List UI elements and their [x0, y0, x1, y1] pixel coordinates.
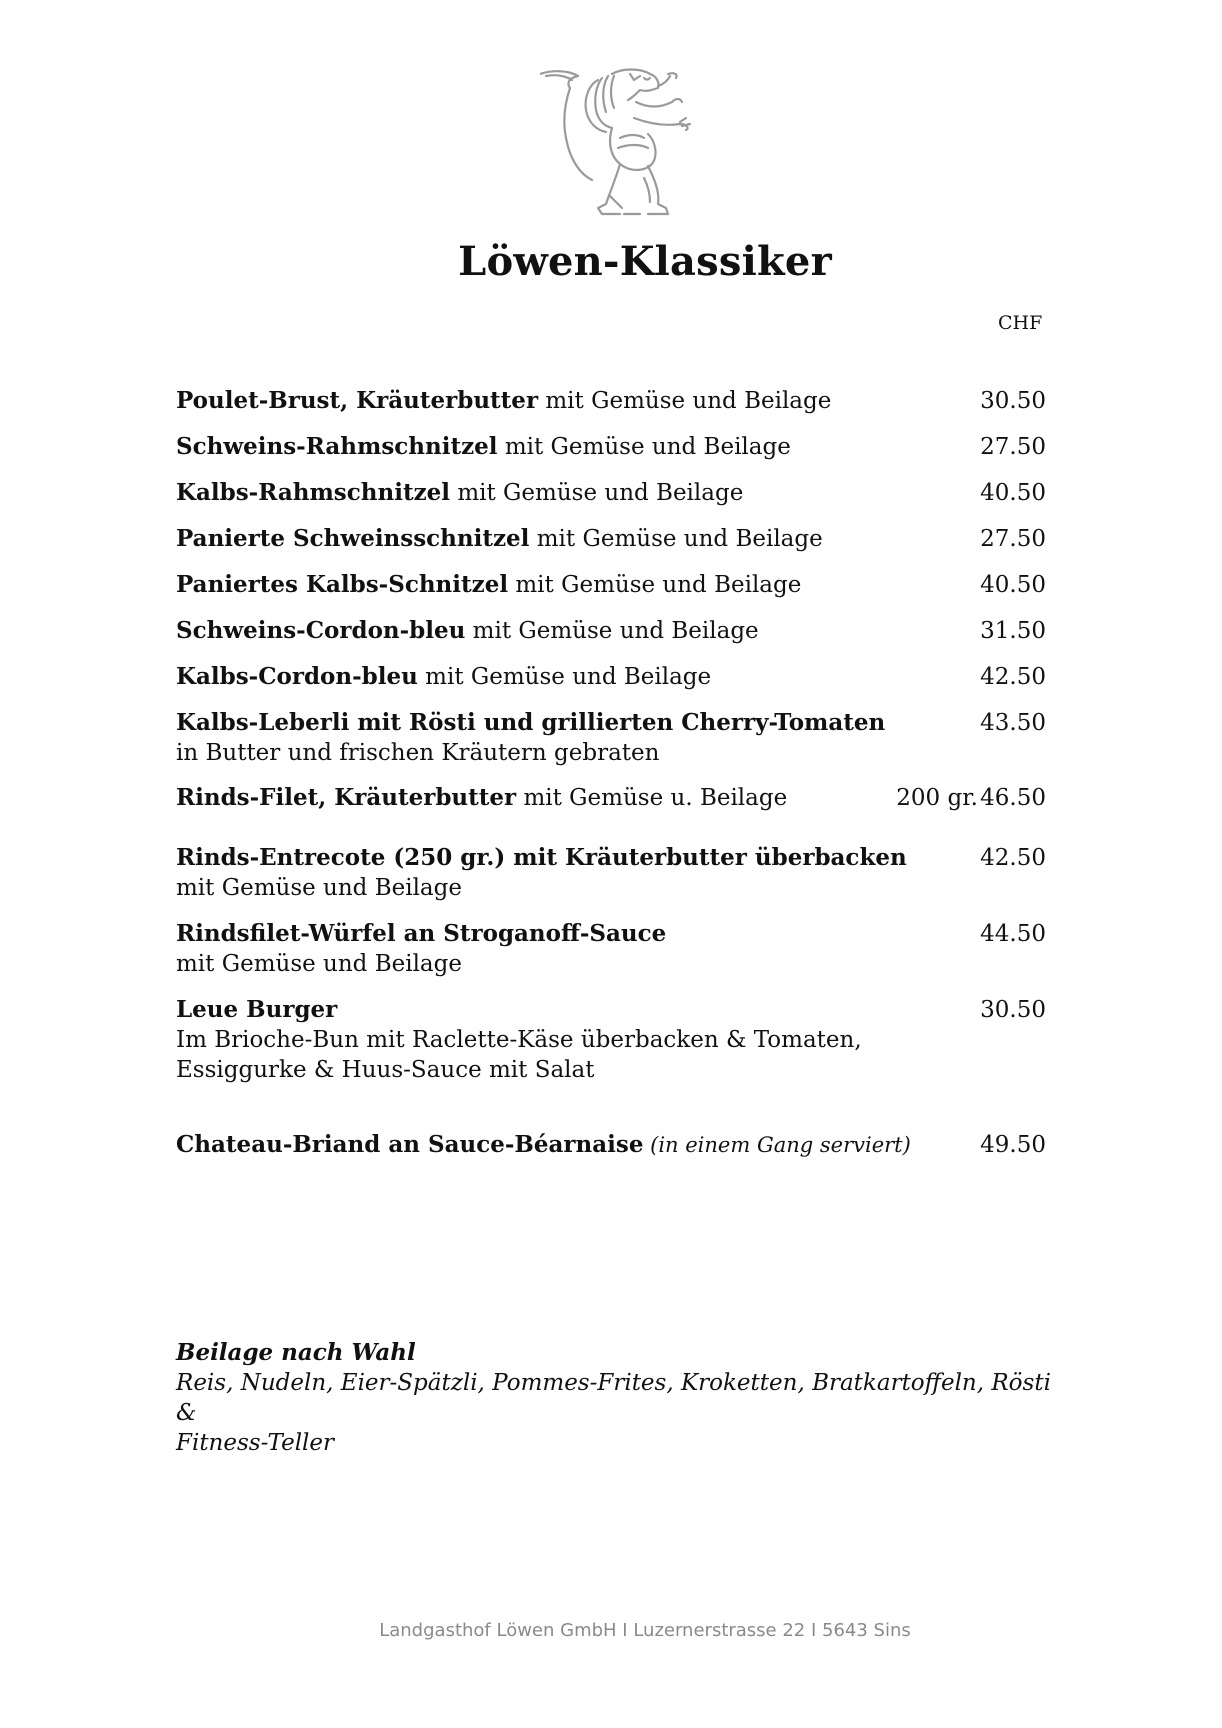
item-desc: mit Gemüse und Beilage: [508, 572, 802, 598]
menu-item: [176, 995, 1046, 1085]
item-name: Schweins-Cordon-bleu: [176, 617, 466, 644]
item-desc: mit Gemüse und Beilage: [176, 875, 462, 901]
sides-title: Beilage nach Wahl: [176, 1339, 416, 1366]
lion-rampant-icon: [540, 68, 720, 220]
item-note: (in einem Gang serviert): [643, 1133, 911, 1157]
item-price: 40.50: [980, 480, 1046, 506]
sides-list-line1: Reis, Nudeln, Eier-Spätzli, Pommes-Frites, Kroketten, Bratkartoffeln, Rösti &: [176, 1370, 1051, 1426]
item-price: 27.50: [980, 434, 1046, 460]
item-desc: mit Gemüse u. Beilage: [516, 785, 788, 811]
item-desc: in Butter und frischen Kräutern gebraten: [176, 740, 660, 766]
item-name: Poulet-Brust, Kräuterbutter: [176, 387, 539, 414]
item-desc-line2: Essiggurke & Huus-Sauce mit Salat: [176, 1057, 595, 1083]
item-desc: mit Gemüse und Beilage: [529, 526, 823, 552]
item-size: 200 gr.: [896, 785, 978, 811]
item-name: Rinds-Filet, Kräuterbutter: [176, 784, 517, 811]
item-desc: mit Gemüse und Beilage: [450, 480, 744, 506]
menu-item: [176, 570, 1046, 600]
sides-section: [176, 1338, 1076, 1458]
footer-address: Landgasthof Löwen GmbH I Luzernerstrasse 22 I 5643 Sins: [379, 1620, 911, 1641]
item-desc: mit Gemüse und Beilage: [465, 618, 759, 644]
item-name: Kalbs-Leberli mit Rösti und grillierten Cherry-Tomaten: [176, 709, 886, 736]
item-name: Kalbs-Cordon-bleu: [176, 663, 418, 690]
item-name: Schweins-Rahmschnitzel: [176, 433, 498, 460]
menu-item: [176, 524, 1046, 554]
item-price: 30.50: [980, 388, 1046, 414]
currency-label: CHF: [998, 312, 1043, 334]
item-price: 30.50: [980, 997, 1046, 1023]
menu-item: [176, 616, 1046, 646]
item-price: 44.50: [980, 921, 1046, 947]
item-desc: mit Gemüse und Beilage: [417, 664, 712, 690]
item-name: Leue Burger: [176, 996, 338, 1023]
item-price: 31.50: [980, 618, 1046, 644]
item-name: Rindsfilet-Würfel an Stroganoff-Sauce: [176, 920, 667, 947]
menu-item: [176, 919, 1046, 979]
item-price: 49.50: [980, 1132, 1046, 1158]
item-name: Rinds-Entrecote (250 gr.) mit Kräuterbutter überbacken: [176, 844, 907, 871]
item-name: Paniertes Kalbs-Schnitzel: [176, 571, 509, 598]
menu-item: [176, 478, 1046, 508]
item-desc: Im Brioche-Bun mit Raclette-Käse überbacken & Tomaten,: [176, 1027, 862, 1053]
item-desc: mit Gemüse und Beilage: [176, 951, 462, 977]
menu-item: [176, 708, 1046, 768]
item-price: 27.50: [980, 526, 1046, 552]
sides-list-line2: Fitness-Teller: [176, 1430, 335, 1456]
item-name: Chateau-Briand an Sauce-Béarnaise: [176, 1131, 644, 1158]
item-price: 43.50: [980, 710, 1046, 736]
menu-item: [176, 662, 1046, 692]
item-desc: mit Gemüse und Beilage: [538, 388, 832, 414]
item-price: 40.50: [980, 572, 1046, 598]
menu-item: [176, 783, 1046, 813]
item-desc: mit Gemüse und Beilage: [497, 434, 791, 460]
item-name: Panierte Schweinsschnitzel: [176, 525, 530, 552]
item-price: 42.50: [980, 845, 1046, 871]
menu-item: [176, 1130, 1046, 1160]
page-title: Löwen-Klassiker: [458, 238, 832, 285]
item-price: 42.50: [980, 664, 1046, 690]
item-price: 46.50: [980, 785, 1046, 811]
item-name: Kalbs-Rahmschnitzel: [176, 479, 451, 506]
menu-item: [176, 432, 1046, 462]
menu-item: [176, 843, 1046, 903]
menu-item: [176, 386, 1046, 416]
